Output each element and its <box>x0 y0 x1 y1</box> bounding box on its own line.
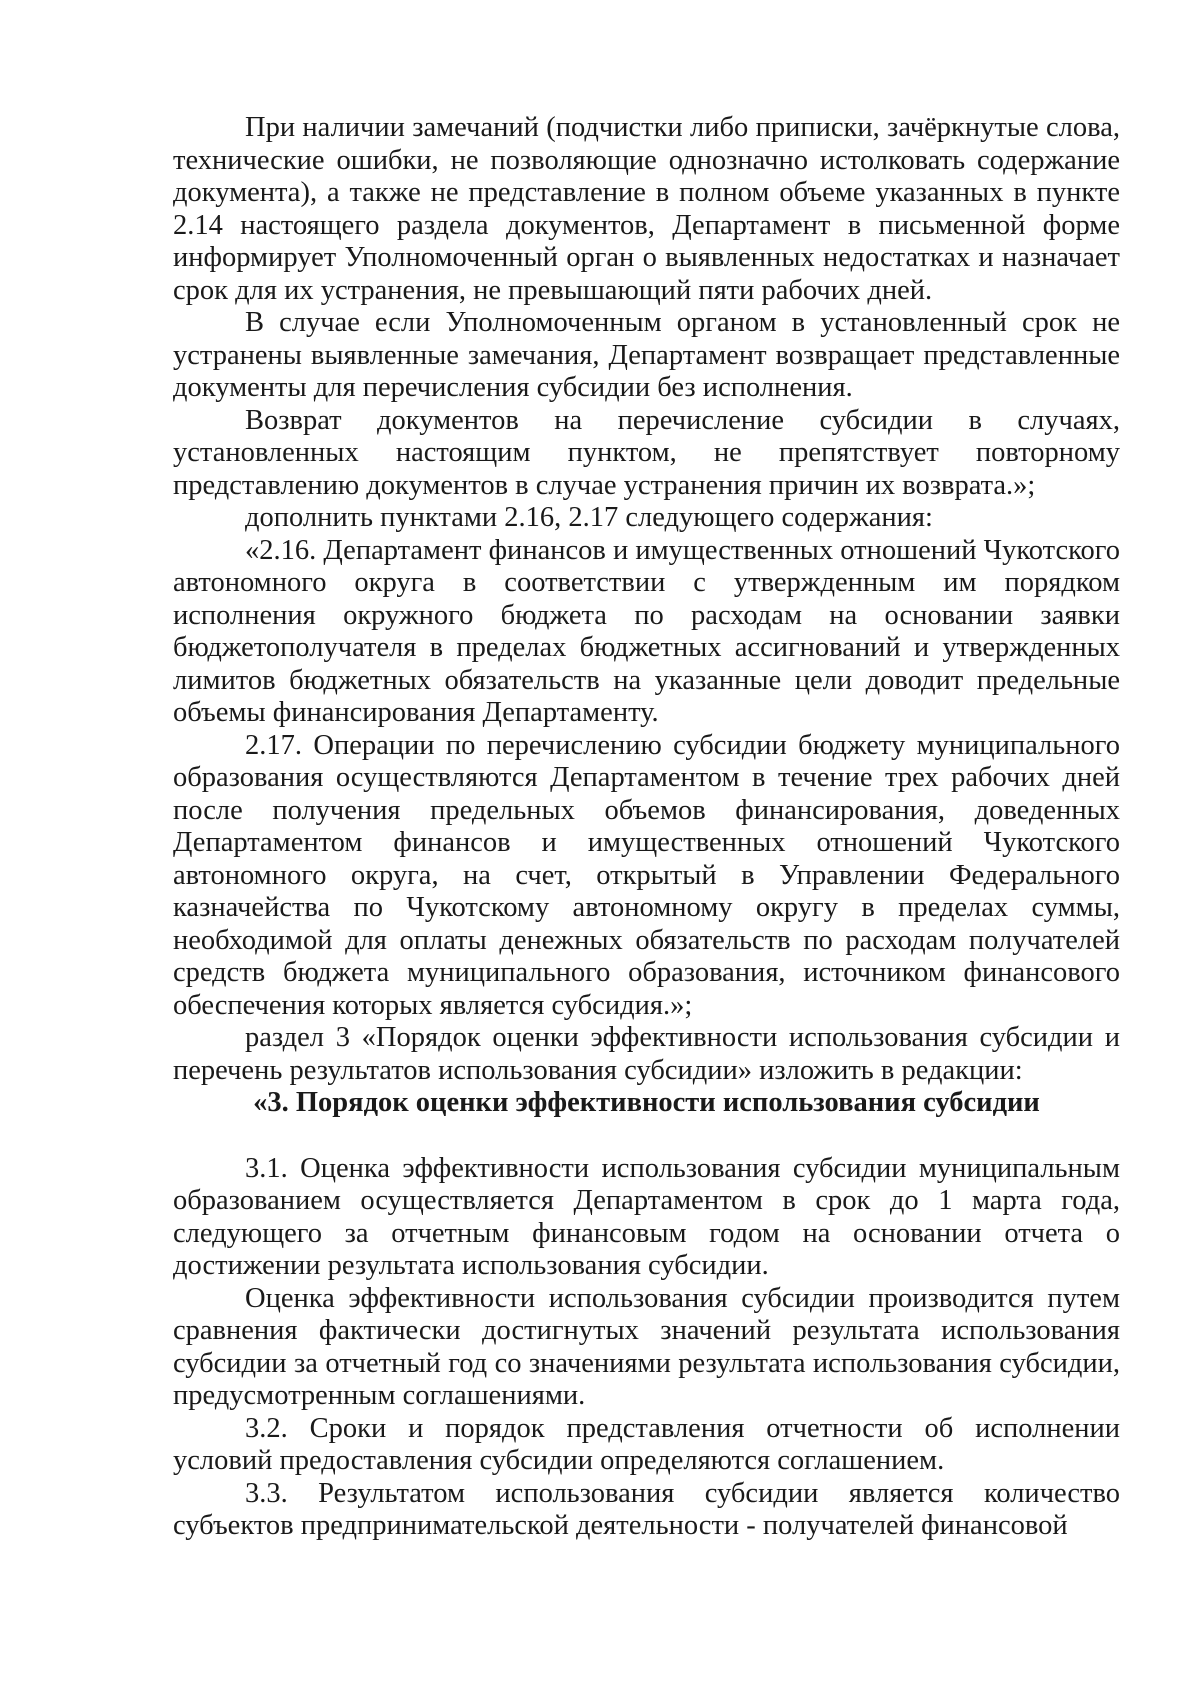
paragraph-add-points: дополнить пунктами 2.16, 2.17 следующего содержания: <box>245 502 933 533</box>
paragraph-remarks: При наличии замечаний (подчистки либо приписки, зачёркнутые слова, технические ошибки, не позволяющие однозначно истолковать содержание документа), а также не представление в полном объеме указанных в пункте 2.14 настоящего раздела документов, Департамент в письменной форме информирует Уполномоченный орган о выявленных недостатках и назначает срок для их устранения, не превышающий пяти рабочих дней. <box>173 112 1120 306</box>
paragraph-3-2: 3.2. Сроки и порядок представления отчетности об исполнении условий предоставления субсидии определяются соглашением. <box>173 1412 1120 1476</box>
paragraph-2-16: «2.16. Департамент финансов и имущественных отношений Чукотского автономного округа в соответствии с утвержденным им порядком исполнения окружного бюджета по расходам на основании заявки бюджетополучателя в пределах бюджетных ассигнований и утвержденных лимитов бюджетных обязательств на указанные цели доводит предельные объемы финансирования Департаменту. <box>173 534 1120 728</box>
paragraph-evaluation: Оценка эффективности использования субсидии производится путем сравнения фактически достигнутых значений результата использования субсидии за отчетный год со значениями результата использования субсидии, предусмотренным соглашениями. <box>173 1282 1120 1411</box>
document-page <box>173 112 1120 1543</box>
paragraph-return-without-execution: В случае если Уполномоченным органом в установленный срок не устранены выявленные замечания, Департамент возвращает представленные документы для перечисления субсидии без исполнения. <box>173 307 1120 403</box>
paragraph-2-17: 2.17. Операции по перечислению субсидии бюджету муниципального образования осуществляются Департаментом в течение трех рабочих дней после получения предельных объемов финансирования, доведенных Департаментом финансов и имущественных отношений Чукотского автономного округа, на счет, открытый в Управлении Федерального казначейства по Чукотскому автономному округу в пределах суммы, необходимой для оплаты денежных обязательств по расходам получателей средств бюджета муниципального образования, источником финансового обеспечения которых является субсидия.»; <box>173 729 1120 1021</box>
section-heading: «3. Порядок оценки эффективности использования субсидии <box>253 1087 1040 1118</box>
paragraph-3-3: 3.3. Результатом использования субсидии является количество субъектов предпринимательской деятельности - получателей финансовой <box>173 1477 1120 1541</box>
paragraph-section-3-intro: раздел 3 «Порядок оценки эффективности использования субсидии и перечень результатов использования субсидии» изложить в редакции: <box>173 1022 1120 1086</box>
paragraph-return-documents: Возврат документов на перечисление субсидии в случаях, установленных настоящим пунктом, не препятствует повторному представлению документов в случае устранения причин их возврата.»; <box>173 404 1120 501</box>
heading-spacer <box>173 1120 1120 1153</box>
paragraph-3-1: 3.1. Оценка эффективности использования субсидии муниципальным образованием осуществляется Департаментом в срок до 1 марта года, следующего за отчетным финансовым годом на основании отчета о достижении результата использования субсидии. <box>173 1152 1120 1281</box>
